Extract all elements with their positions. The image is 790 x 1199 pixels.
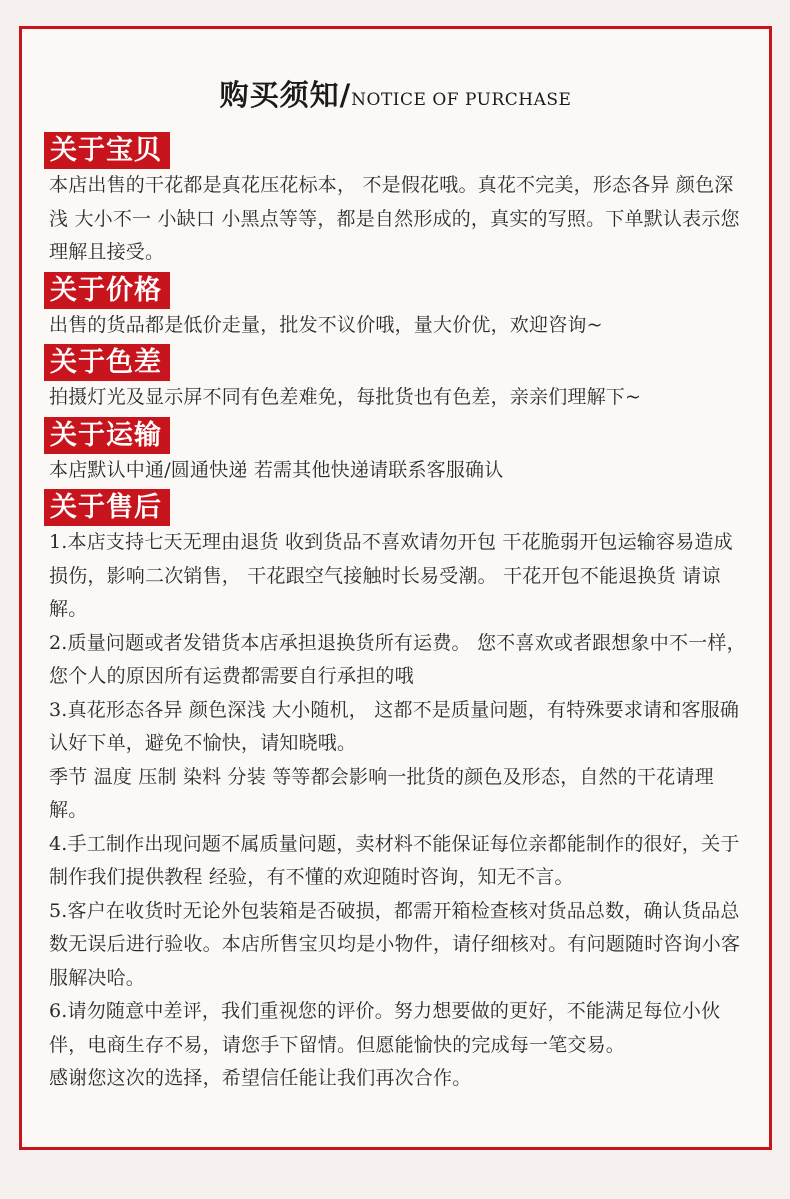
after-sales-note: 季节 温度 压制 染料 分装 等等都会影响一批货的颜色及形态，自然的干花请理解。 bbox=[49, 765, 714, 821]
after-sales-item-6: 6.请勿随意中差评，我们重视您的评价。努力想要做的更好，不能满足每位小伙伴，电商生存不易，请您手下留情。但愿能愉快的完成每一笔交易。 bbox=[49, 1000, 721, 1056]
notice-content bbox=[44, 132, 749, 1096]
section-after-sales bbox=[44, 489, 749, 1096]
after-sales-item-4: 4.手工制作出现问题不属质量问题，卖材料不能保证每位亲都能制作的很好，关于制作我们提供教程 经验，有不懂的欢迎随时咨询，知无不言。 bbox=[49, 832, 740, 888]
section-about-color bbox=[44, 344, 749, 415]
after-sales-item-5: 5.客户在收货时无论外包装箱是否破损，都需开箱检查核对货品总数，确认货品总数无误后进行验收。本店所售宝贝均是小物件，请仔细核对。有问题随时咨询小客服解决哈。 bbox=[49, 899, 741, 989]
section-paragraph: 拍摄灯光及显示屏不同有色差难免，每批货也有色差，亲亲们理解下~ bbox=[49, 386, 642, 408]
notice-title bbox=[22, 73, 769, 114]
section-about-item bbox=[44, 132, 749, 270]
section-tag: 关于运输 bbox=[44, 417, 170, 454]
section-paragraph: 本店默认中通/圆通快递 若需其他快递请联系客服确认 bbox=[49, 458, 504, 481]
section-about-price bbox=[44, 272, 749, 343]
notice-frame bbox=[19, 26, 772, 1150]
section-tag: 关于宝贝 bbox=[44, 132, 170, 169]
section-tag: 关于售后 bbox=[44, 489, 170, 526]
after-sales-item-3: 3.真花形态各异 颜色深浅 大小随机， 这都不是质量问题，有特殊要求请和客服确认好下单，避免不愉快，请知晓哦。 bbox=[49, 698, 740, 754]
section-tag: 关于价格 bbox=[44, 272, 170, 309]
thank-you-note: 感谢您这次的选择，希望信任能让我们再次合作。 bbox=[49, 1067, 472, 1089]
after-sales-item-1: 1.本店支持七天无理由退货 收到货品不喜欢请勿开包 干花脆弱开包运输容易造成损伤，影响二次销售， 干花跟空气接触时长易受潮。 干花开包不能退换货 请谅解。 bbox=[49, 531, 733, 620]
title-english: NOTICE OF PURCHASE bbox=[351, 90, 572, 110]
section-about-shipping bbox=[44, 417, 749, 488]
section-paragraph: 出售的货品都是低价走量，批发不议价哦，量大价优，欢迎咨询~ bbox=[49, 313, 603, 336]
section-tag: 关于色差 bbox=[44, 344, 170, 381]
title-chinese: 购买须知/ bbox=[219, 78, 352, 112]
section-paragraph: 本店出售的干花都是真花压花标本， 不是假花哦。真花不完美，形态各异 颜色深浅 大小不一 小缺口 小黑点等等，都是自然形成的，真实的写照。下单默认表示您理解且接受。 bbox=[49, 174, 740, 263]
after-sales-item-2: 2.质量问题或者发错货本店承担退换货所有运费。 您不喜欢或者跟想象中不一样， 您个人的原因所有运费都需要自行承担的哦 bbox=[49, 631, 746, 687]
